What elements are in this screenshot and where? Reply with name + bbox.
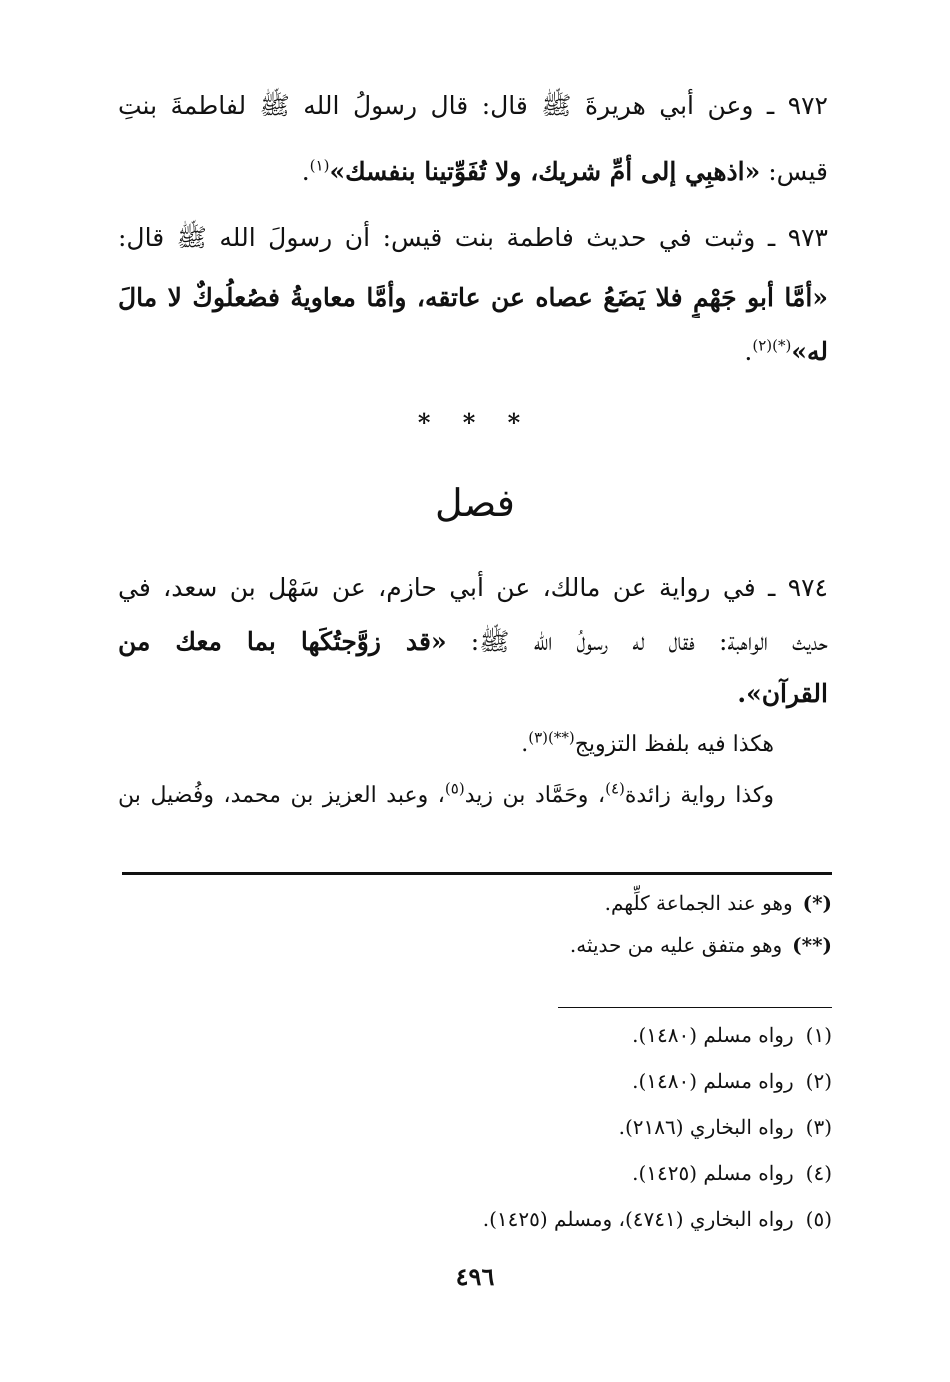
hadith-973-line-2: «أمَّا أبو جَهْمٍ فلا يَضَعُ عصاه عن عاتقه، وأمَّا معاويةُ فصُعلُوكٌ لا مالَ — [118, 283, 828, 312]
period: . — [737, 679, 747, 708]
hadith-974-line-4: هكذا فيه بلفظ التزويج$^{(**)(٣)}$. — [521, 728, 774, 757]
star-note-1: (*)وهو عند الجماعة كلِّهم. — [604, 891, 832, 915]
footnote-ref-4: (٤) — [605, 779, 625, 798]
footnote-ref-3: (**)(٣) — [528, 728, 575, 747]
period: . — [744, 337, 753, 366]
footnote-separator-rule — [122, 872, 832, 875]
page-number: ٤٩٦ — [455, 1262, 495, 1291]
footnote-1: (١)رواه مسلم (١٤٨٠). — [632, 1023, 832, 1047]
section-separator: * * * — [417, 408, 533, 437]
hadith-973-quote-end: له» — [791, 337, 828, 366]
hadith-972-line-2 — [118, 152, 828, 192]
footnote-ref-5: (٥) — [444, 779, 465, 798]
hadith-974-line-5: وكذا رواية زائدة$^{(٤)}$، وحَمَّاد بن زيد$^{(٥)}$، وعبد العزيز بن محمد، وفُضيل بن — [118, 779, 774, 808]
footnote-5: (٥)رواه البخاري (٤٧٤١)، ومسلم (١٤٢٥). — [482, 1207, 832, 1231]
hadith-974-line-1: ٩٧٤ ـ في رواية عن مالك، عن أبي حازم، عن سَهْل بن سعد، في — [118, 573, 828, 602]
footnote-2: (٢)رواه مسلم (١٤٨٠). — [632, 1069, 832, 1093]
hadith-974-intro: حديث الواهبة: فقال له رسولُ الله ﷺ: — [446, 627, 828, 656]
section-title: فصل — [435, 481, 515, 525]
period: . — [301, 157, 310, 186]
footnote-ref-1: (١) — [309, 156, 330, 175]
footnote-ref-2: (*)(٢) — [752, 336, 792, 355]
footnote-4: (٤)رواه مسلم (١٤٢٥). — [632, 1161, 832, 1185]
hadith-974-line-2 — [118, 622, 828, 662]
hadith-974-line-3: القرآن». — [737, 679, 828, 708]
footnote-3: (٣)رواه البخاري (٢١٨٦). — [618, 1115, 832, 1139]
hadith-973-line-3 — [118, 332, 828, 372]
hadith-972-quote: «اذهبِي إلى أمِّ شريك، ولا تُفَوِّتينا بنفسك» — [329, 157, 761, 186]
hadith-972-speaker: قيس: — [760, 157, 828, 186]
hadith-972-line-1: ٩٧٢ ـ وعن أبي هريرةَ ﷺ قال: قال رسولُ الله ﷺ لفاطمةَ بنتِ — [118, 91, 828, 120]
hadith-974-quote: «قد زوَّجتُكَها بما معك من — [118, 627, 447, 656]
footnotes-rule — [558, 1007, 832, 1008]
hadith-973-line-1: ٩٧٣ ـ وثبت في حديث فاطمة بنت قيس: أن رسولَ الله ﷺ قال: — [118, 223, 828, 252]
star-note-2: (**)وهو متفق عليه من حديثه. — [569, 933, 832, 957]
